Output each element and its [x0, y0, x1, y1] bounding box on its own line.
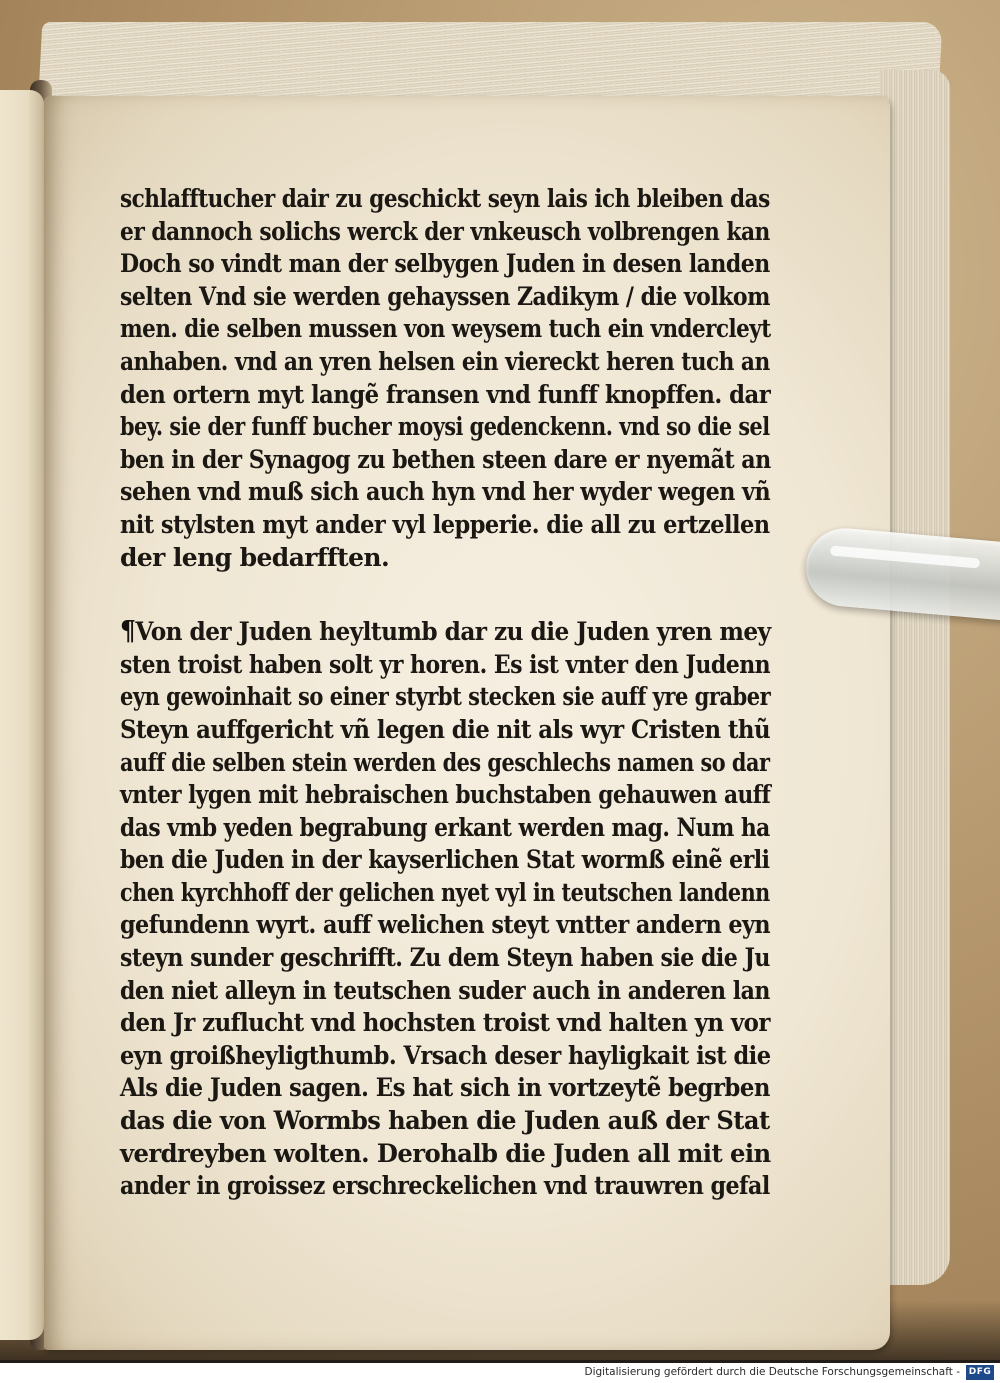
text-line: auff die selben stein werden des geschlechs namen so dar [120, 747, 770, 777]
text-line: Von der Juden heyltumb dar zu die Juden yren mey [135, 617, 771, 647]
text-line: verdreyben wolten. Derohalb die Juden all mit ein [120, 1138, 771, 1168]
text-line: eyn gewoinhait so einer styrbt stecken sie auff yre graber [120, 682, 771, 712]
dfg-logo: DFG [966, 1365, 994, 1380]
text-line: ander in groissez erschreckelichen vnd trauwren gefal [120, 1171, 770, 1201]
text-line: das vmb yeden begrabung erkant werden mag. Num ha [120, 812, 770, 842]
text-line: gefundenn wyrt. auff welichen steyt vntter andern eyn [120, 910, 771, 940]
text-line: sehen vnd muß sich auch hyn vnd her wyder wegen vñ [120, 477, 771, 507]
text-line: eyn groißheyligthumb. Vrsach deser hayligkait ist die [120, 1040, 771, 1070]
text-line: das die von Wormbs haben die Juden auß der Stat [120, 1106, 770, 1136]
text-line: Doch so vindt man der selbygen Juden in desen landen [120, 249, 770, 279]
text-line: er dannoch solichs werck der vnkeusch volbrengen kan [120, 216, 770, 246]
text-line: Als die Juden sagen. Es hat sich in vortzeytẽ begrben [120, 1073, 770, 1103]
text-line: den ortern myt langẽ fransen vnd funff knopffen. dar [120, 379, 771, 409]
text-line: vnter lygen mit hebraischen buchstaben gehauwen auff [120, 780, 771, 810]
credit-text: Digitalisierung gefördert durch die Deutsche Forschungsgemeinschaft - [584, 1366, 960, 1378]
pilcrow-icon: ¶ [120, 616, 136, 648]
text-line: ben in der Synagog zu bethen steen dare er nyemãt an [120, 444, 771, 474]
text-line: men. die selben mussen von weysem tuch ein vndercleyt [120, 314, 771, 344]
text-line: steyn sunder geschrifft. Zu dem Steyn haben sie die Ju [120, 943, 770, 973]
text-line: den niet alleyn in teutschen suder auch in anderen lan [120, 975, 770, 1005]
text-line-first [120, 616, 771, 649]
page-text [120, 183, 770, 1203]
text-line: anhaben. vnd an yren helsen ein viereckt heren tuch an [120, 346, 770, 376]
paragraph-gap [120, 574, 770, 616]
page-edges-right [880, 70, 950, 1285]
text-line: sten troist haben solt yr horen. Es ist vnter den Judenn [120, 649, 771, 679]
paragraph-2 [120, 616, 770, 1203]
text-line: den Jr zuflucht vnd hochsten troist vnd halten yn vor [120, 1008, 770, 1038]
left-page [0, 90, 44, 1340]
text-line: schlafftucher dair zu geschickt seyn lais ich bleiben das [120, 184, 770, 213]
text-line: chen kyrchhoff der gelichen nyet vyl in teutschen landenn [120, 877, 770, 907]
text-line: nit stylsten myt ander vyl lepperie. die all zu ertzellen [120, 509, 770, 539]
text-line: ben die Juden in der kayserlichen Stat wormß einẽ erli [120, 845, 770, 875]
text-line: der leng bedarfften. [120, 542, 390, 572]
text-line: Steyn auffgericht vñ legen die nit als wyr Cristen thũ [120, 714, 771, 744]
text-line: bey. sie der funff bucher moysi gedenckenn. vnd so die sel [120, 412, 770, 442]
paragraph-1 [120, 183, 770, 574]
text-line: selten Vnd sie werden gehayssen Zadikym / die volkom [120, 281, 770, 311]
